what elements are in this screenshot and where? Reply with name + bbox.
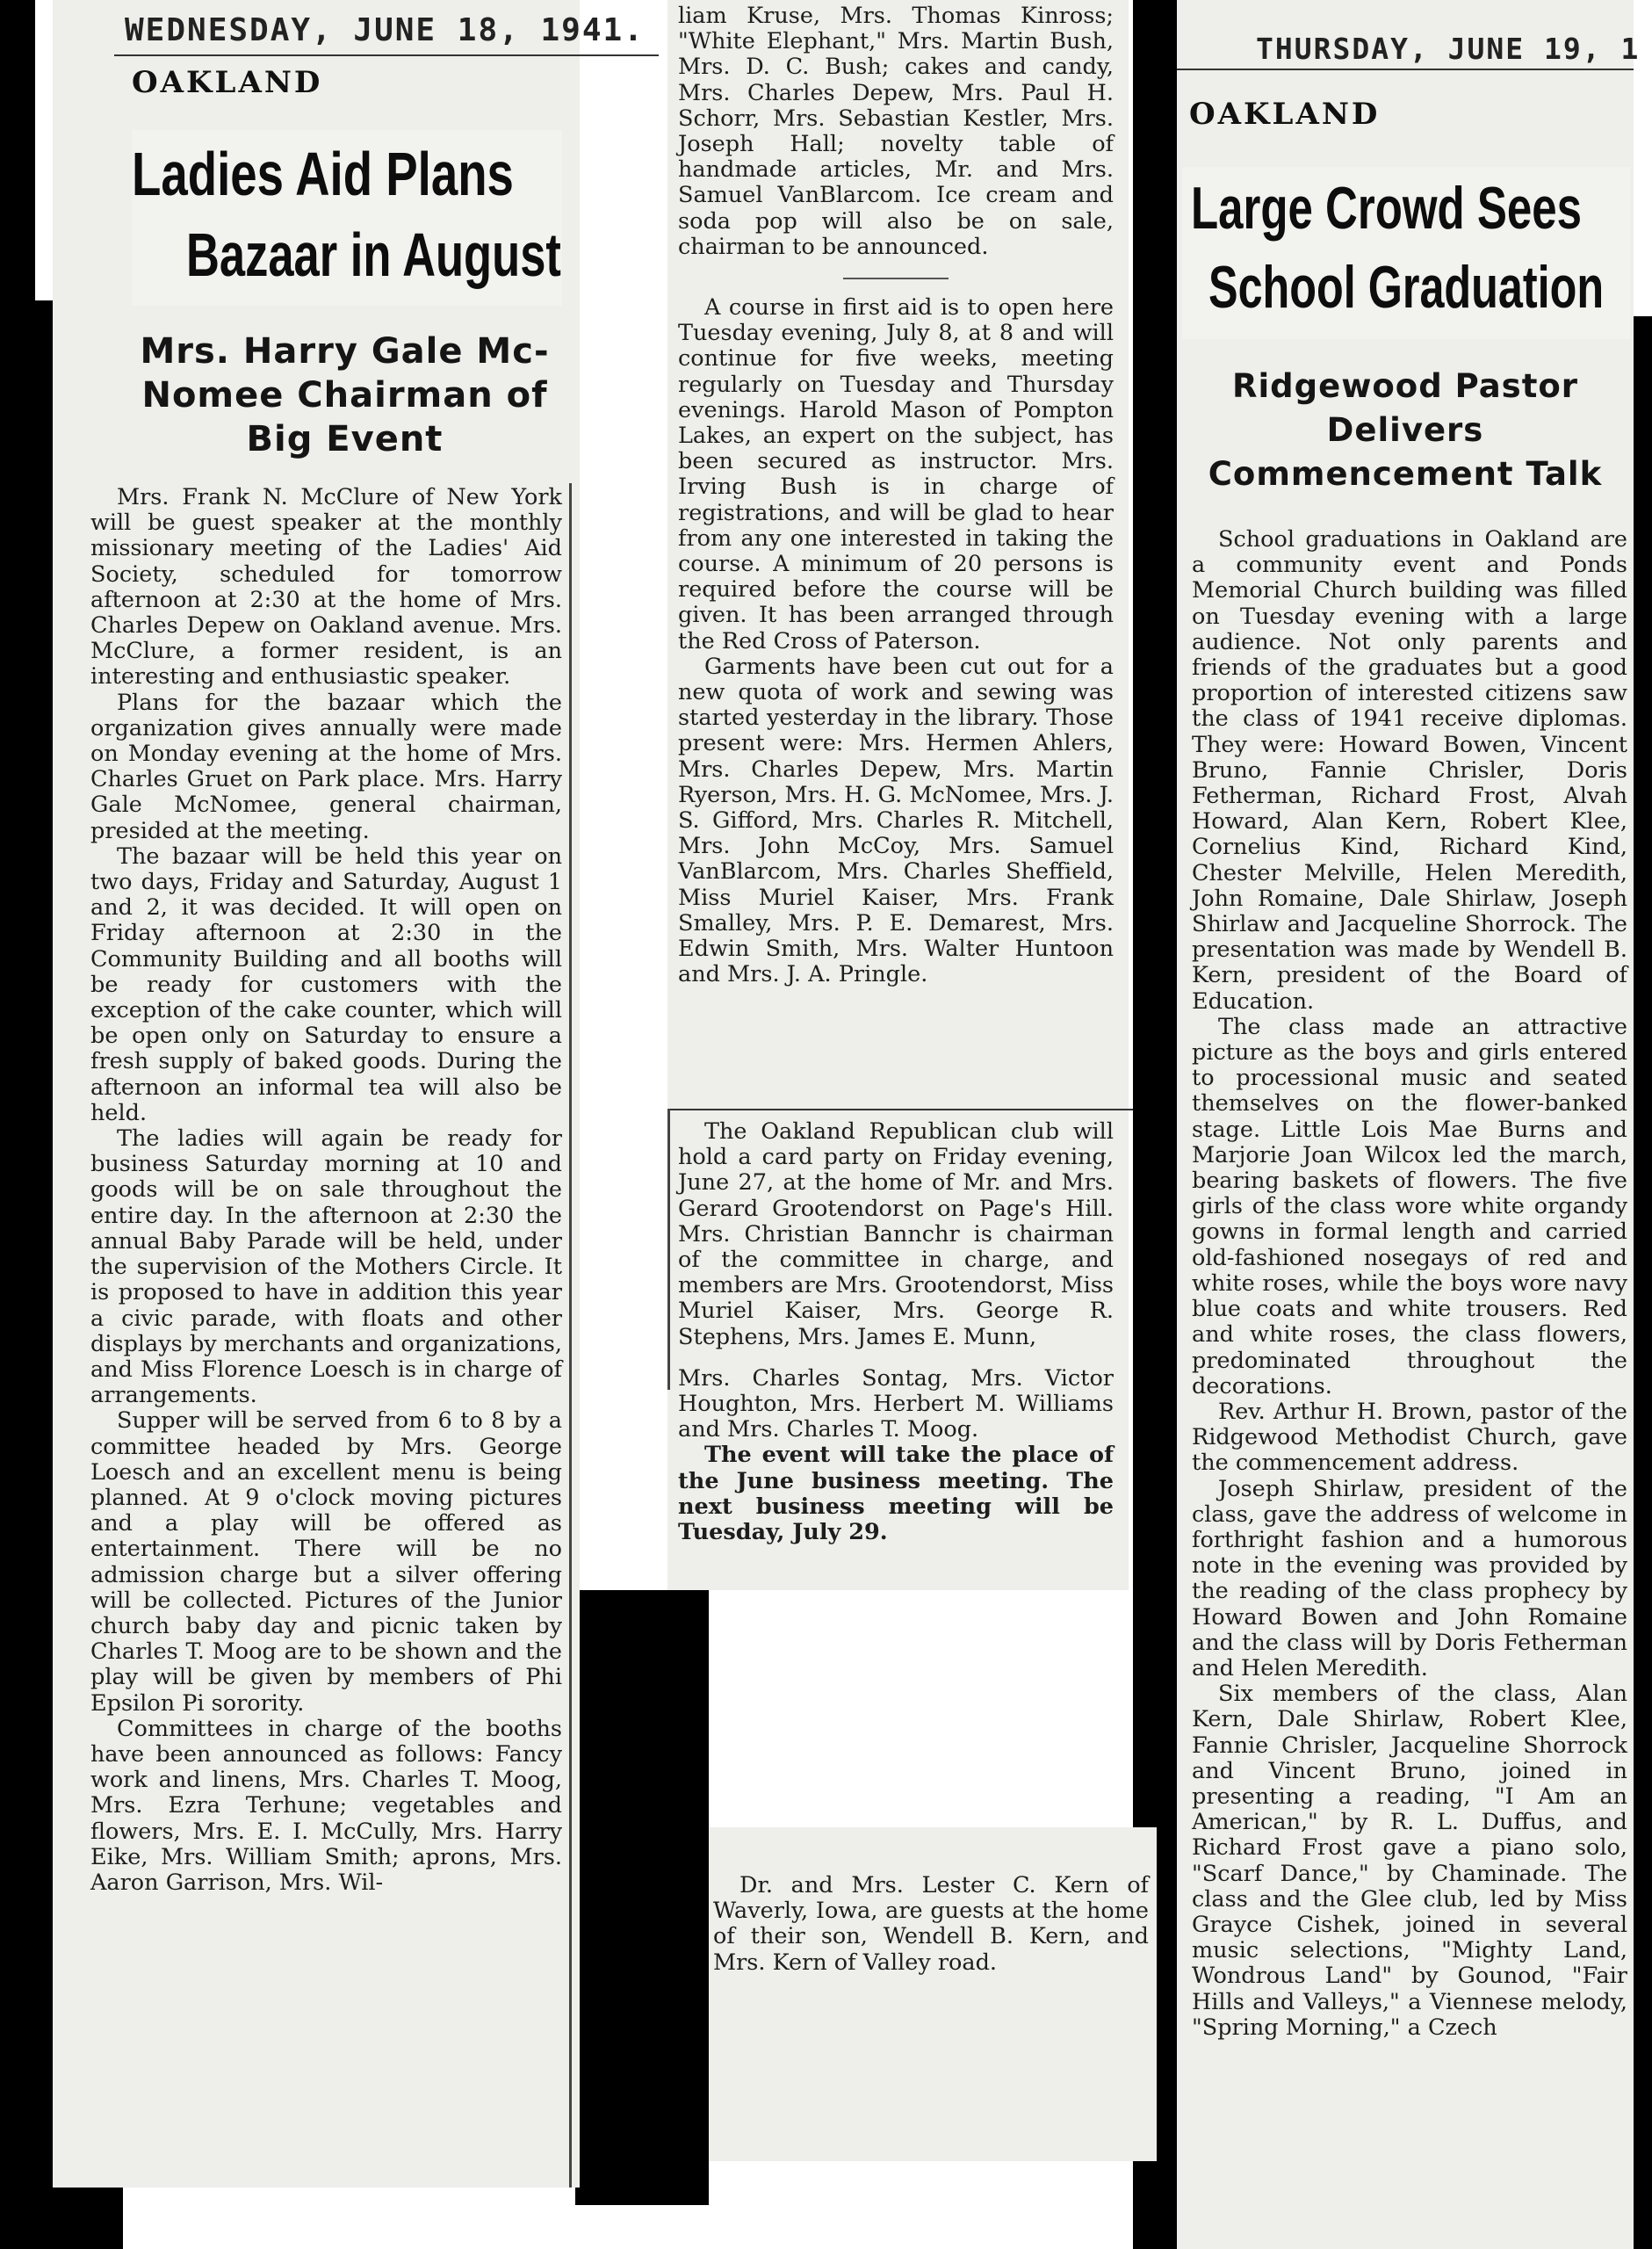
right-date-rule [1177,69,1634,70]
middle-rule-1 [843,278,949,279]
black-margin-left [0,0,35,2249]
republican-p3: The event will take the place of the June business meeting. The next business meeting will be Tuesday, July 29. [678,1442,1114,1546]
republican-p2: Mrs. Charles Sontag, Mrs. Victor Houghton, Mrs. Herbert M. Williams and Mrs. Charles T. Moog. [678,1364,1114,1443]
right-subhead: Ridgewood Pastor Delivers Commencement Talk [1208,367,1603,493]
left-subhead: Mrs. Harry Gale Mc-Nomee Chairman of Big Event [140,331,550,459]
left-headline-line1: Ladies Aid Plans [132,140,514,208]
right-article-p5: Six members of the class, Alan Kern, Dale Shirlaw, Robert Klee, Fannie Chrisler, Jacqueline Shorrock and Vincent Bruno, joined in presenting a reading, "I Am an American," by R. L. Duffus, and Richard Frost gave a piano solo, "Scarf Dance," by Chaminade. The class and the Glee club, led by Miss Grayce Cishek, joined in several music selections, "Mighty Land, Wondrous Land" by Gounod, "Fair Hills and Valleys," a Viennese melody, "Spring Morning," a Czech [1192,1681,1627,2041]
left-article-col1 [90,485,562,1896]
right-article-p1: School graduations in Oakland are a community event and Ponds Memorial Church building was filled on Tuesday evening with a large audience. Not only parents and friends of the graduates but a good proportion of interested citizens saw the class of 1941 receive diplomas. They were: Howard Bowen, Vincent Bruno, Fannie Chrisler, Doris Fetherman, Richard Frost, Alvah Howard, Alan Kern, Robert Klee, Cornelius Kind, Richard Kind, Chester Melville, Helen Meredith, John Romaine, Dale Shirlaw, Joseph Shirlaw and Jacqueline Shorrock. The presentation was made by Wendell B. Kern, president of the Board of Education. [1192,526,1627,1015]
left-headline [132,130,562,306]
first-aid-p1: A course in first aid is to open here Tuesday evening, July 8, at 8 and will continue for five weeks, meeting regularly on Tuesday and Thursday evenings. Harold Mason of Pompton Lakes, an expert on the subject, has been secured as instructor. Mrs. Irving Bush is in charge of registrations, and will be glad to hear from any one interested in taking the course. A minimum of 20 persons is required before the course will be given. It has been arranged through the Red Cross of Paterson. [678,294,1114,654]
right-page-date: THURSDAY, JUNE 19, 1 [1256,32,1641,66]
right-article-p4: Joseph Shirlaw, president of the class, gave the address of welcome in forthright fashion and a humorous note in the evening was provided by the reading of the class prophecy by Howard Bowen and John Romaine and the class will by Doris Fetherman and Helen Meredith. [1192,1475,1627,1681]
left-article-p3: The bazaar will be held this year on two days, Friday and Saturday, August 1 and 2, it was decided. It will open on Friday afternoon at 2:30 in the Community Building and all booths will be ready for customers with the exception of the cake counter, which will be open only on Saturday to ensure a fresh supply of baked goods. During the afternoon an informal tea will also be held. [90,842,562,1126]
left-page-date: WEDNESDAY, JUNE 18, 1941. [125,12,645,48]
left-section-label: OAKLAND [132,65,323,100]
right-article [1192,527,1627,2041]
left-article-p4: The ladies will again be ready for business Saturday morning at 10 and goods will be on sale throughout the entire day. In the afternoon at 2:30 the annual Baby Parade will be held, under the supervision of the Mothers Circle. It is proposed to have in addition this year a civic parade, with floats and other displays by merchants and organizations, and Miss Florence Loesch is in charge of arrangements. [90,1125,562,1409]
black-block-middle [575,1590,709,2205]
right-headline-line2: School Graduation [1208,254,1605,321]
right-article-p3: Rev. Arthur H. Brown, pastor of the Ridgewood Methodist Church, gave the commencement address. [1192,1398,1627,1477]
left-article-p1: Mrs. Frank N. McClure of New York will be guest speaker at the monthly missionary meeting of the Ladies' Aid Society, scheduled for tomorrow afternoon at 2:30 at the home of Mrs. Charles Depew on Oakland avenue. Mrs. McClure, a former resident, is an interesting and enthusiastic speaker. [90,484,562,691]
first-aid-p2: Garments have been cut out for a new quota of work and sewing was started yesterday in the library. Those present were: Mrs. Hermen Ahlers, Mrs. Charles Depew, Mrs. Martin Ryerson, Mrs. H. G. McNomee, Mrs. J. S. Gifford, Mrs. Charles R. Mitchell, Mrs. John McCoy, Mrs. Samuel VanBlarcom, Mrs. Charles Sheffield, Miss Muriel Kaiser, Mrs. Frank Smalley, Mrs. P. E. Demarest, Mrs. Edwin Smith, Mrs. Walter Huntoon and Mrs. J. A. Pringle. [678,653,1114,988]
republican-p1: The Oakland Republican club will hold a card party on Friday evening, June 27, at the home of Mr. and Mrs. Gerard Grootendorst on Page's Hill. Mrs. Christian Bannchr is chairman of the committee in charge, and members are Mrs. Grootendorst, Miss Muriel Kaiser, Mrs. George R. Stephens, Mrs. James E. Munn, [678,1118,1114,1350]
middle-article-p1: liam Kruse, Mrs. Thomas Kinross; "White Elephant," Mrs. Martin Bush, Mrs. D. C. Bush; cakes and candy, Mrs. Charles Depew, Mrs. Paul H. Schorr, Mrs. Sebastian Kestler, Mrs. Joseph Hall; novelty table of handmade articles, Mr. and Mrs. Samuel VanBlarcom. Ice cream and soda pop will also be on sale, chairman to be announced. [678,3,1114,260]
kern-item-text: Dr. and Mrs. Lester C. Kern of Waverly, Iowa, are guests at the home of their son, Wendell B. Kern, and Mrs. Kern of Valley road. [713,1872,1149,1976]
left-date-rule [114,54,659,56]
middle-left-rule [667,1109,670,1390]
middle-article-continued [678,4,1114,260]
left-article-p5: Supper will be served from 6 to 8 by a committee headed by Mrs. George Loesch and an excellent menu is being planned. At 9 o'clock moving pictures and a play will be offered as entertainment. There will be no admission charge but a silver offering will be collected. Pictures of the Junior church baby day and picnic taken by Charles T. Moog are to be shown and the play will be given by members of Phi Epsilon Pi sorority. [90,1407,562,1717]
kern-item [713,1873,1149,1976]
right-headline-line1: Large Crowd Sees [1191,175,1582,242]
left-article-p6: Committees in charge of the booths have been announced as follows: Fancy work and linens, Mrs. Charles T. Moog, Mrs. Ezra Terhune; vegetables and flowers, Mrs. E. I. McCully, Mrs. Harry Eike, Mrs. William Smith; aprons, Mrs. Aaron Garrison, Mrs. Wil- [90,1715,562,1896]
middle-rule-2 [667,1109,1133,1110]
republican-club-article [678,1119,1114,1545]
left-article-p2: Plans for the bazaar which the organization gives annually were made on Monday evening at the home of Mrs. Charles Gruet on Park place. Mrs. Harry Gale McNomee, general chairman, presided at the meeting. [90,689,562,844]
first-aid-article [678,295,1114,987]
right-section-label: OAKLAND [1189,97,1381,132]
right-headline [1182,167,1630,339]
right-article-p2: The class made an attractive picture as the boys and girls entered to processional music and seated themselves on the flower-banked stage. Little Lois Mae Burns and Marjorie Joan Wilcox led the march, bearing baskets of flowers. The five girls of the class wore white organdy gowns in formal length and carried old-fashioned nosegays of red and white roses, while the boys wore navy blue coats and white trousers. Red and white roses, the class flowers, predominated throughout the decorations. [1192,1013,1627,1399]
left-column-rule [569,483,572,2188]
left-headline-line2: Bazaar in August [186,221,561,289]
